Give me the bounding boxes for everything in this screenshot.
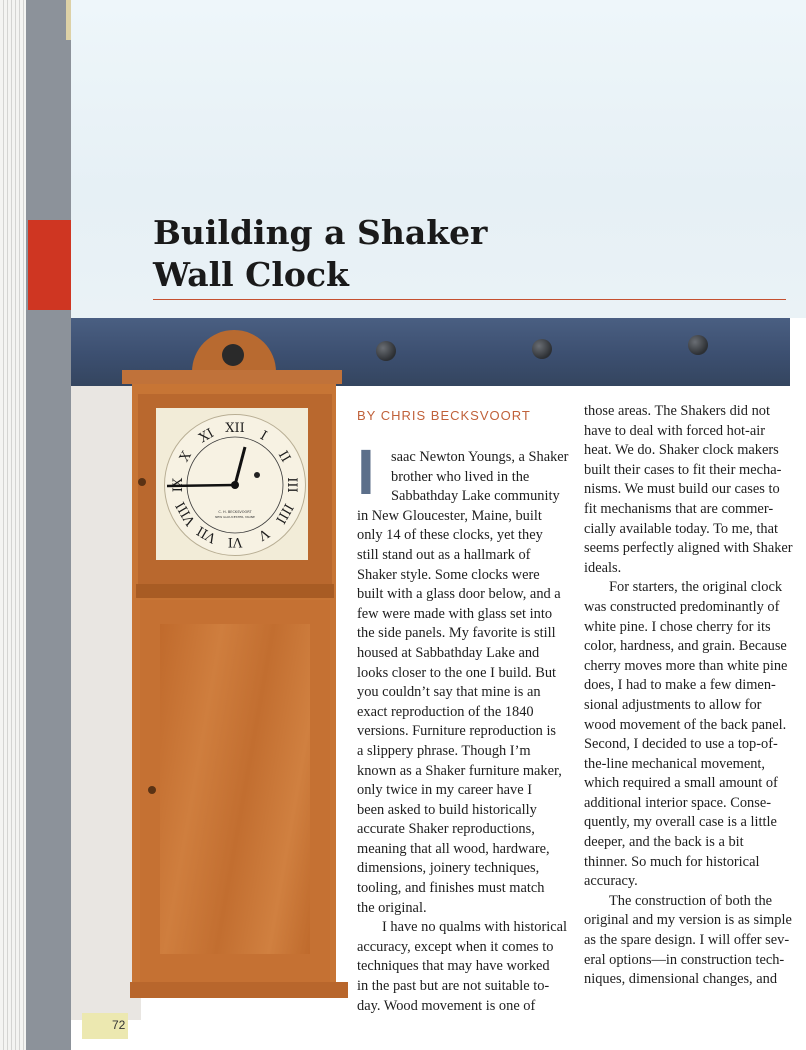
text-line: For starters, the original clock — [609, 579, 783, 596]
minute-hand — [167, 485, 235, 486]
text-line: brother who lived in the — [391, 468, 530, 485]
text-line: few were made with glass set into — [357, 605, 553, 622]
clock-mid-rail — [136, 584, 334, 598]
hour-hand — [235, 447, 245, 485]
text-line: cially available today. To me, that — [584, 520, 778, 537]
clock-numeral: III — [284, 477, 299, 493]
winding-hole — [254, 472, 260, 478]
clock-numeral: I — [257, 428, 270, 444]
text-line: nisms. We must build our cases to — [584, 481, 780, 498]
title-rule — [153, 299, 786, 300]
clock-numeral: VIII — [173, 498, 199, 528]
byline: BY CHRIS BECKSVOORT — [357, 408, 531, 423]
text-line: original and my version is as simple — [584, 912, 792, 929]
text-line: accurate Shaker reproductions, — [357, 821, 535, 838]
clock-numeral: IIII — [272, 500, 296, 526]
text-line: dimensions, joinery techniques, — [357, 860, 540, 877]
peg-icon — [376, 341, 396, 361]
text-line: built with a glass door below, and a — [357, 586, 561, 603]
text-line: accuracy. — [584, 873, 638, 890]
dial-maker-name: C. H. BECKSVOORT — [218, 510, 252, 514]
title-line-1: Building a Shaker — [153, 213, 488, 252]
text-line: in New Gloucester, Maine, built — [357, 507, 542, 524]
text-line: thinner. So much for historical — [584, 853, 760, 870]
text-line: day. Wood movement is one of — [357, 997, 536, 1014]
door-knob-icon — [148, 786, 156, 794]
text-line: quently, my overall case is a little — [584, 814, 777, 831]
text-line: seems perfectly aligned with Shaker — [584, 540, 793, 557]
text-line: Second, I decided to use a top-of- — [584, 736, 778, 753]
text-line: saac Newton Youngs, a Shaker — [391, 449, 569, 465]
text-line: only twice in my career have I — [357, 782, 533, 799]
text-line: sional adjustments to allow for — [584, 696, 762, 713]
red-accent-block — [28, 220, 71, 310]
text-line: have to deal with forced hot-air — [584, 422, 766, 439]
text-line: housed at Sabbathday Lake and — [357, 644, 540, 661]
clock-base — [130, 982, 348, 998]
text-line: known as a Shaker furniture maker, — [357, 762, 562, 779]
text-line: cherry moves more than white pine — [584, 657, 788, 674]
text-line: ideals. — [584, 559, 622, 576]
dial-maker-place: NEW GLOUCESTER, MAINE — [215, 515, 255, 519]
text-line: Shaker style. Some clocks were — [357, 566, 540, 583]
page-number: 72 — [112, 1018, 126, 1032]
text-line: still stand out as a hallmark of — [357, 546, 531, 563]
text-line: niques, dimensional changes, and — [584, 971, 778, 988]
cherry-panel — [160, 624, 310, 954]
body-column-1 — [357, 436, 571, 1016]
clock-numeral: VI — [227, 534, 243, 549]
peg-icon — [688, 335, 708, 355]
text-line: only 14 of these clocks, yet they — [357, 527, 543, 544]
text-line: was constructed predominantly of — [584, 598, 780, 615]
body-column-2 — [584, 402, 794, 990]
text-line: tooling, and finishes must match — [357, 880, 545, 897]
article-title — [153, 212, 487, 296]
text-line: those areas. The Shakers did not — [584, 403, 770, 419]
title-line-2: Wall Clock — [153, 255, 349, 294]
text-line: additional interior space. Conse- — [584, 794, 772, 811]
shaker-wall-clock-image — [120, 328, 350, 1000]
clock-numeral: II — [274, 448, 293, 465]
text-line: a slippery phrase. Though I’m — [357, 742, 531, 759]
text-line: color, hardness, and grain. Because — [584, 638, 787, 655]
text-line: fit mechanisms that are commer- — [584, 500, 774, 517]
text-line: accuracy, except when it comes to — [357, 938, 554, 955]
drop-cap: I — [357, 436, 375, 508]
text-line: the original. — [357, 899, 427, 916]
clock-numeral: VII — [194, 522, 220, 546]
clock-numeral: X — [177, 448, 195, 465]
door-knob-icon — [138, 478, 146, 486]
text-line: eral options—in construction tech- — [584, 951, 785, 968]
text-line: Sabbathday Lake community — [391, 488, 560, 505]
text-line: exact reproduction of the 1840 — [357, 703, 534, 720]
text-line: meaning that all wood, hardware, — [357, 840, 550, 857]
text-line: The construction of both the — [609, 892, 773, 909]
text-line: the-line mechanical movement, — [584, 755, 766, 772]
clock-numeral: V — [255, 525, 272, 543]
text-line: versions. Furniture reproduction is — [357, 723, 557, 740]
peg-icon — [532, 339, 552, 359]
text-line: I have no qualms with historical — [382, 919, 568, 936]
text-line: which required a small amount of — [584, 775, 778, 792]
text-line: heat. We do. Shaker clock makers — [584, 442, 779, 459]
text-line: deeper, and the back is a bit — [584, 834, 744, 851]
text-line: you couldn’t say that mine is an — [357, 684, 541, 701]
text-line: looks closer to the one I build. But — [357, 664, 557, 681]
text-line: as the spare design. I will offer sev- — [584, 932, 790, 949]
hands-hub — [231, 481, 239, 489]
text-line: white pine. I chose cherry for its — [584, 618, 771, 635]
text-line: wood movement of the back panel. — [584, 716, 787, 733]
page-edge-stack — [0, 0, 26, 1050]
text-line: techniques that may have worked — [357, 958, 550, 975]
text-line: been asked to build historically — [357, 801, 537, 818]
clock-numeral: XII — [225, 421, 245, 436]
text-line: built their cases to fit their mecha- — [584, 461, 782, 478]
text-line: the side panels. My favorite is still — [357, 625, 556, 642]
clock-numeral: XI — [196, 426, 217, 447]
text-line: does, I had to make a few dimen- — [584, 677, 776, 694]
sidebar-grey-strip — [26, 0, 71, 1050]
text-line: in the past but are not suitable to- — [357, 978, 550, 995]
